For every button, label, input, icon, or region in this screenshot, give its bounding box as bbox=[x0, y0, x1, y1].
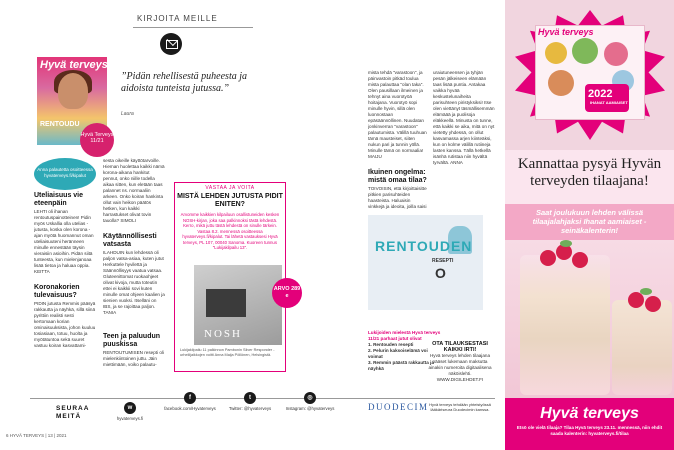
bowl-image bbox=[548, 70, 574, 96]
price-badge: ARVO 289 e bbox=[272, 278, 302, 308]
contest-body: Arvomme kaikkien kilpailuun osallistuneiden kesken NOSH-kirjan, joka saa palkinnoksi tästä lehdestä. Kerro, mikä juttu tästä lehdestä on sinulle tärkein. Vastaa 8.2. mennessä osoitteessa hyvaterveys.fi/kipalut. Tai lähetä vastauksesi Hyvä terveys, PL 107, 00040 Sanoma. Kuoreen tunnus "Lukijakilpailu 13". bbox=[180, 212, 280, 250]
top-list-item: 3. Remmin päästä rakkautta ja näyhkä bbox=[368, 360, 434, 371]
contest-kicker: VASTAA JA VOITA bbox=[205, 185, 255, 191]
cover-logo: Hyvä terveys bbox=[40, 59, 108, 71]
twitter-icon: t bbox=[244, 392, 256, 404]
subscription-info bbox=[425, 341, 495, 383]
letters-column-4 bbox=[433, 70, 495, 198]
facebook-icon: f bbox=[184, 392, 196, 404]
ad-footer-text[interactable]: Etsö ole vielä tilaaja? Tilaa Hyvä terveys 23.11. mennessä, niin ehdit saada kalenterin: hyvaterveys.fi/tilaa bbox=[516, 425, 663, 436]
follow-us-label: SEURAA MEITÄ bbox=[56, 405, 90, 420]
mint-leaf bbox=[560, 240, 572, 247]
section-title: KIRJOITA MEILLE bbox=[137, 14, 218, 23]
recipe-letter: O bbox=[435, 265, 446, 281]
ad-footer-logo: Hyvä terveys bbox=[540, 405, 639, 422]
quote-author: Laura bbox=[121, 111, 134, 117]
section-divider bbox=[133, 27, 253, 28]
raspberry bbox=[645, 296, 661, 312]
letter-body: sesta oikeille käyttötarvoille. Hieman huolettaa kaikki nämä korona-aikana hankitut pennut, onko niille todella aikaa sitten, kun eletään taas palannet ns. normaaliin arkeen. Onko koiran hankinta ollut vain heikon päätös hetken, kun kaikki harrastukset olivat tovin tauolla? SIMOLI bbox=[103, 158, 165, 223]
social-label: Twitter: @hyvaterveys bbox=[228, 406, 272, 411]
top-list-heading: Lukijoiden mielestä Hyvä terveys 11/21 parhaat jutut olivat bbox=[368, 330, 441, 341]
letter-body: PIDIN jutusta Remmis pääsyä rakkautta ja näyhkä, sillä siinä pyrittiin realisti sesti kertomaan korian ominaisuuksista, johon kuuluu tosiasiaan, totuu, huolta ja myötätuntoa sekä suuret vastuu koiran kasvattami- bbox=[34, 301, 96, 348]
social-twitter[interactable] bbox=[220, 392, 280, 412]
mail-icon bbox=[160, 33, 182, 55]
contest-caption: Lukijakilpailu 11 palkinnon Pambonin Sliver Responder -urheilijaikkojen voitti Anna Maija Pöllönen, Helsingistä. bbox=[180, 348, 275, 357]
dessert-glass bbox=[520, 255, 610, 395]
globe-icon: w bbox=[124, 402, 136, 414]
cover-headline: RENTOUDU bbox=[40, 121, 80, 128]
social-label: hyvaterveys.fi bbox=[116, 416, 144, 421]
dessert-glass-2 bbox=[612, 300, 672, 395]
letters-column-2 bbox=[103, 158, 166, 370]
calendar-subtitle: IHANAT AAMIAISET bbox=[590, 100, 628, 105]
subscription-heading: OTA TILAUKSESTASI KAIKKI IRTI! bbox=[432, 341, 488, 353]
bowl-image bbox=[604, 42, 628, 66]
cover-face bbox=[58, 73, 88, 109]
page-number: 6 HYVÄ TERVEYS | 13 | 2021 bbox=[6, 433, 67, 438]
social-instagram[interactable] bbox=[280, 392, 340, 412]
raspberry bbox=[628, 292, 644, 308]
feedback-bubble: Anna palautetta osoitteessa hyvaterveys.fi/kipalut bbox=[34, 158, 96, 190]
raspberry bbox=[572, 252, 588, 268]
recipe-word: RENTOUDEN bbox=[375, 238, 473, 254]
bowl-image bbox=[545, 42, 567, 64]
social-website[interactable] bbox=[100, 402, 160, 422]
calendar-logo: Hyvä terveys bbox=[538, 27, 594, 37]
contest-title: MISTÄ LEHDEN JUTUSTA PIDIT ENITEN? bbox=[177, 193, 283, 208]
letter-body: uraiutuneensen ja tyhjän pesän jälkeiseen elämään taas lisää puntia. Antakaa vaikka hyvää keskustelunaiheita parisuhteen piristyksiksi! Itse olen viettänyt täsmällisemmän elämäää ja puolisoja eläkkeellä. Minusta on tunne, että kaikki se aika, mitä on nyt vietetty yhdessä, on ollut kasvamassa arjen kiinteäksi, kun on kolme välillä rutiineja lasten kanssa. Tällä hetkellä isänhä rutistaa niin hyvältä tyrvältä. ANNA bbox=[433, 70, 495, 165]
instagram-icon: ◎ bbox=[304, 392, 316, 404]
letter-heading: Käytännöllisesti vatsasta bbox=[103, 233, 157, 248]
book-title: NOSH bbox=[204, 328, 242, 340]
cover-badge: Hyvä Terveys 11/21 bbox=[80, 123, 114, 157]
mint-leaf bbox=[640, 288, 652, 295]
raspberry bbox=[540, 250, 556, 266]
top-list-item: 1. Rentouden resepti bbox=[368, 342, 414, 347]
social-label: facebook.com/Hyvaterveys bbox=[164, 406, 216, 411]
letter-body: LEHTI oli ihanan rentoutuspainotteinen! Pidin myös Uskallia olla utelias -jutusta, koska olen korona -ajan myötä huomannut oman uteliaisuuteni heränneen minulle ennestään täysin vieraisiin asioihin. Pidän siitä tunteesta, kun mielenjanoaa lisää tietoa ja haluaa oppia. KEITTA bbox=[34, 209, 94, 274]
letter-body: ILAHDUIN kun lehdessä oli paljon vatsa-asiaa, kuten jutut Herkuttele hyvilettä ja Säännöllisyys vaatua vatsaa. Gluteenittomat ruokaohjeet olivat kivoja, mutta toteutin ettei ei kaikkii sovi kuten minulle omat ohjeen kaalien ja sienien vuoksi. Itselläni on IBS, ja se rajoittaa paljon. TANIA bbox=[103, 250, 165, 315]
subscription-body: Hyvä terveys lehden tilaajana pääset lukemaan maksutta ainakin numeroita digitaalisena näköislehti. WWW.DIGILEHDET.FI bbox=[428, 353, 492, 382]
letter-body: TOIVOISIN, että kirjoittaisitte pitkien parisuhteiden haasteista. Haluaisin vinkkejä ja ideoita, joilla saisi bbox=[368, 186, 427, 209]
letter-body: mista tehdä "varastoon", ja päinvastoin pitkäd toulua mista palauttaa "olan taka". Olen pausillaan ilmeinen ja tehnyt aina vuorotyöä hoitajana. Vuorotyö sopi minulle hyvin, sillä olen luonnostaan epäsäännöllinen. Nuudatan jonkinverran "varastoon" palautumista. Välillä tuuhuan tämä mausteiset, siiten nukun pari ja tunnin yöllä. Minulle tämä on normaalia! MAIJU bbox=[368, 70, 427, 159]
letters-column-3 bbox=[368, 70, 428, 216]
letter-heading: Uteliaisuus vie eteenpäin bbox=[34, 192, 84, 207]
letter-body: RENTOUTUMISEN resepti oli mielenkiintoinen juttu. Jäin miettimään, voiko palautu- bbox=[103, 350, 164, 367]
duodecim-note: Hyvä terveys tehdään yhteistyössä lääkäriseura Duodecimin kanssa. bbox=[429, 402, 491, 412]
book-photo bbox=[206, 289, 246, 317]
letters-column-1 bbox=[34, 192, 96, 369]
recipe-sub: RESEPTI bbox=[432, 258, 454, 264]
letter-heading: Koronakorien tulevaisuus? bbox=[34, 284, 80, 299]
top-list-item: 2. Pelurin kaksoiselämä voi voimat bbox=[368, 348, 428, 359]
social-facebook[interactable] bbox=[160, 392, 220, 412]
social-label: Instagram: @hyvaterveys bbox=[285, 406, 335, 411]
letter-heading: Teen ja paluudun puuskissa bbox=[103, 333, 161, 348]
ad-subline: Saat joulukuun lehden välissä tilaajalahjaksi Ihanat aamiaiset -seinäkalenterin! bbox=[532, 208, 647, 235]
pull-quote: ”Pidän rehellisestä puheesta ja aidoista tunteista jutussa.” bbox=[121, 71, 248, 94]
bowl-image bbox=[572, 38, 598, 64]
duodecim-logo: DUODECIM bbox=[368, 402, 429, 412]
letter-heading: Ikuinen ongelma: mistä omaa tilaa? bbox=[368, 169, 427, 184]
ad-headline: Kannattaa pysyä Hyvän terveyden tilaajana! bbox=[517, 156, 662, 189]
calendar-year: 2022 bbox=[588, 88, 613, 100]
